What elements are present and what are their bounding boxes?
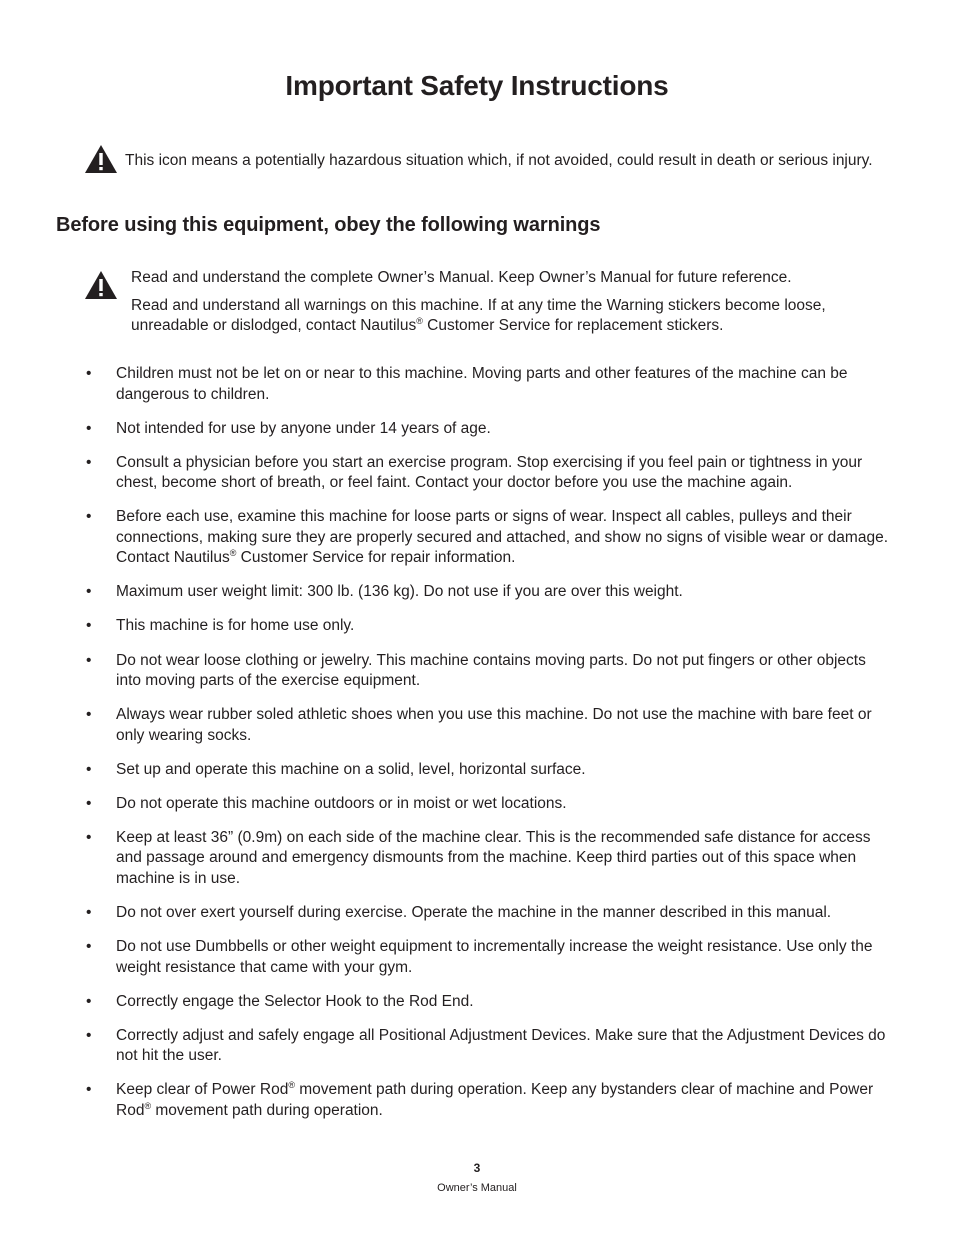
list-item: • Do not use Dumbbells or other weight equipment to incrementally increase the weight resistance. Use only the weight resistance that came with your gym. [86,938,873,976]
list-item: • Set up and operate this machine on a solid, level, horizontal surface. [84,760,894,781]
registered-mark: ® [416,315,423,326]
list-item: • Consult a physician before you start an exercise program. Stop exercising if you feel pain or tightness in your chest, become short of breath, or feel faint. Contact your doctor before you use the machine again. [86,453,863,492]
list-item: • Always wear rubber soled athletic shoes when you use this machine. Do not use the machine with bare feet or only wearing socks. [86,706,872,744]
bullet-glyph: • [86,794,92,812]
list-item: • Children must not be let on or near to this machine. Moving parts and other features of the machine can be dangerous to children. [86,365,848,403]
warning-text: Customer Service for replacement stickers. [422,317,724,334]
list-item: • Do not over exert yourself during exercise. Operate the machine in the manner described in this manual. [84,903,894,924]
list-item: • This machine is for home use only. [84,616,894,637]
bullet-glyph: • [86,706,92,724]
warning-triangle-icon [84,270,118,300]
list-item: • Do not operate this machine outdoors or in moist or wet locations. [84,794,894,815]
list-item: • Before each use, examine this machine for loose parts or signs of wear. Inspect all cables, pulleys and their connections, making sure they are properly secured and attached, and show no signs of visible wear or damage. Contact Nautilus® Customer Service for repair information. [86,508,888,567]
page-footer: Owner’s Manual [437,1182,517,1194]
bullet-glyph: • [86,828,92,846]
registered-mark: ® [288,1080,295,1091]
warning-paragraph: Read and understand the complete Owner’s Manual. Keep Owner’s Manual for future reference. [131,269,792,286]
bullet-glyph: • [86,904,92,922]
bullet-glyph: • [86,760,92,778]
registered-mark: ® [144,1100,152,1111]
bullet-glyph: • [86,651,92,669]
bullet-glyph: • [86,992,92,1010]
bullet-glyph: • [86,583,92,601]
warning-text: Read and understand all warnings on this machine. If at any time the Warning stickers become loose, unreadable or dislodged, contact Nautilus [131,297,826,334]
page-number: 3 [473,1161,481,1175]
section-heading: Before using this equipment, obey the following warnings [56,214,601,236]
bullet-glyph: • [86,617,92,635]
bullet-glyph: • [86,419,92,437]
warnings-list [84,364,894,1135]
list-item: • Maximum user weight limit: 300 lb. (136 kg). Do not use if you are over this weight. [84,582,894,603]
list-item: • Correctly engage the Selector Hook to the Rod End. [84,992,894,1013]
warning-paragraph [131,296,891,336]
page-title: Important Safety Instructions [285,70,669,101]
list-item: • Correctly adjust and safely engage all Positional Adjustment Devices. Make sure that the Adjustment Devices do not hit the user. [86,1026,886,1065]
list-item: • Keep at least 36” (0.9m) on each side of the machine clear. This is the recommended safe distance for access and passage around and emergency dismounts from the machine. Keep third parties out of this space when machine is in use. [86,828,871,887]
bullet-glyph: • [86,938,92,956]
bullet-glyph: • [86,453,92,471]
list-item: • Do not wear loose clothing or jewelry. This machine contains moving parts. Do not put fingers or other objects into moving parts of the exercise equipment. [86,651,866,690]
bullet-glyph: • [86,1026,92,1044]
bullet-glyph: • [86,508,92,526]
icon-explanation-text: This icon means a potentially hazardous situation which, if not avoided, could result in death or serious injury. [125,152,873,169]
bullet-glyph: • [86,1081,92,1099]
warning-block [131,268,891,344]
warning-triangle-icon [84,144,118,174]
bullet-glyph: • [86,365,92,382]
list-item: • Not intended for use by anyone under 14 years of age. [84,419,894,440]
registered-mark: ® [229,548,237,559]
list-item: • Keep clear of Power Rod® movement path during operation. Keep any bystanders clear of machine and Power Rod® movement path during operation. [86,1080,874,1119]
